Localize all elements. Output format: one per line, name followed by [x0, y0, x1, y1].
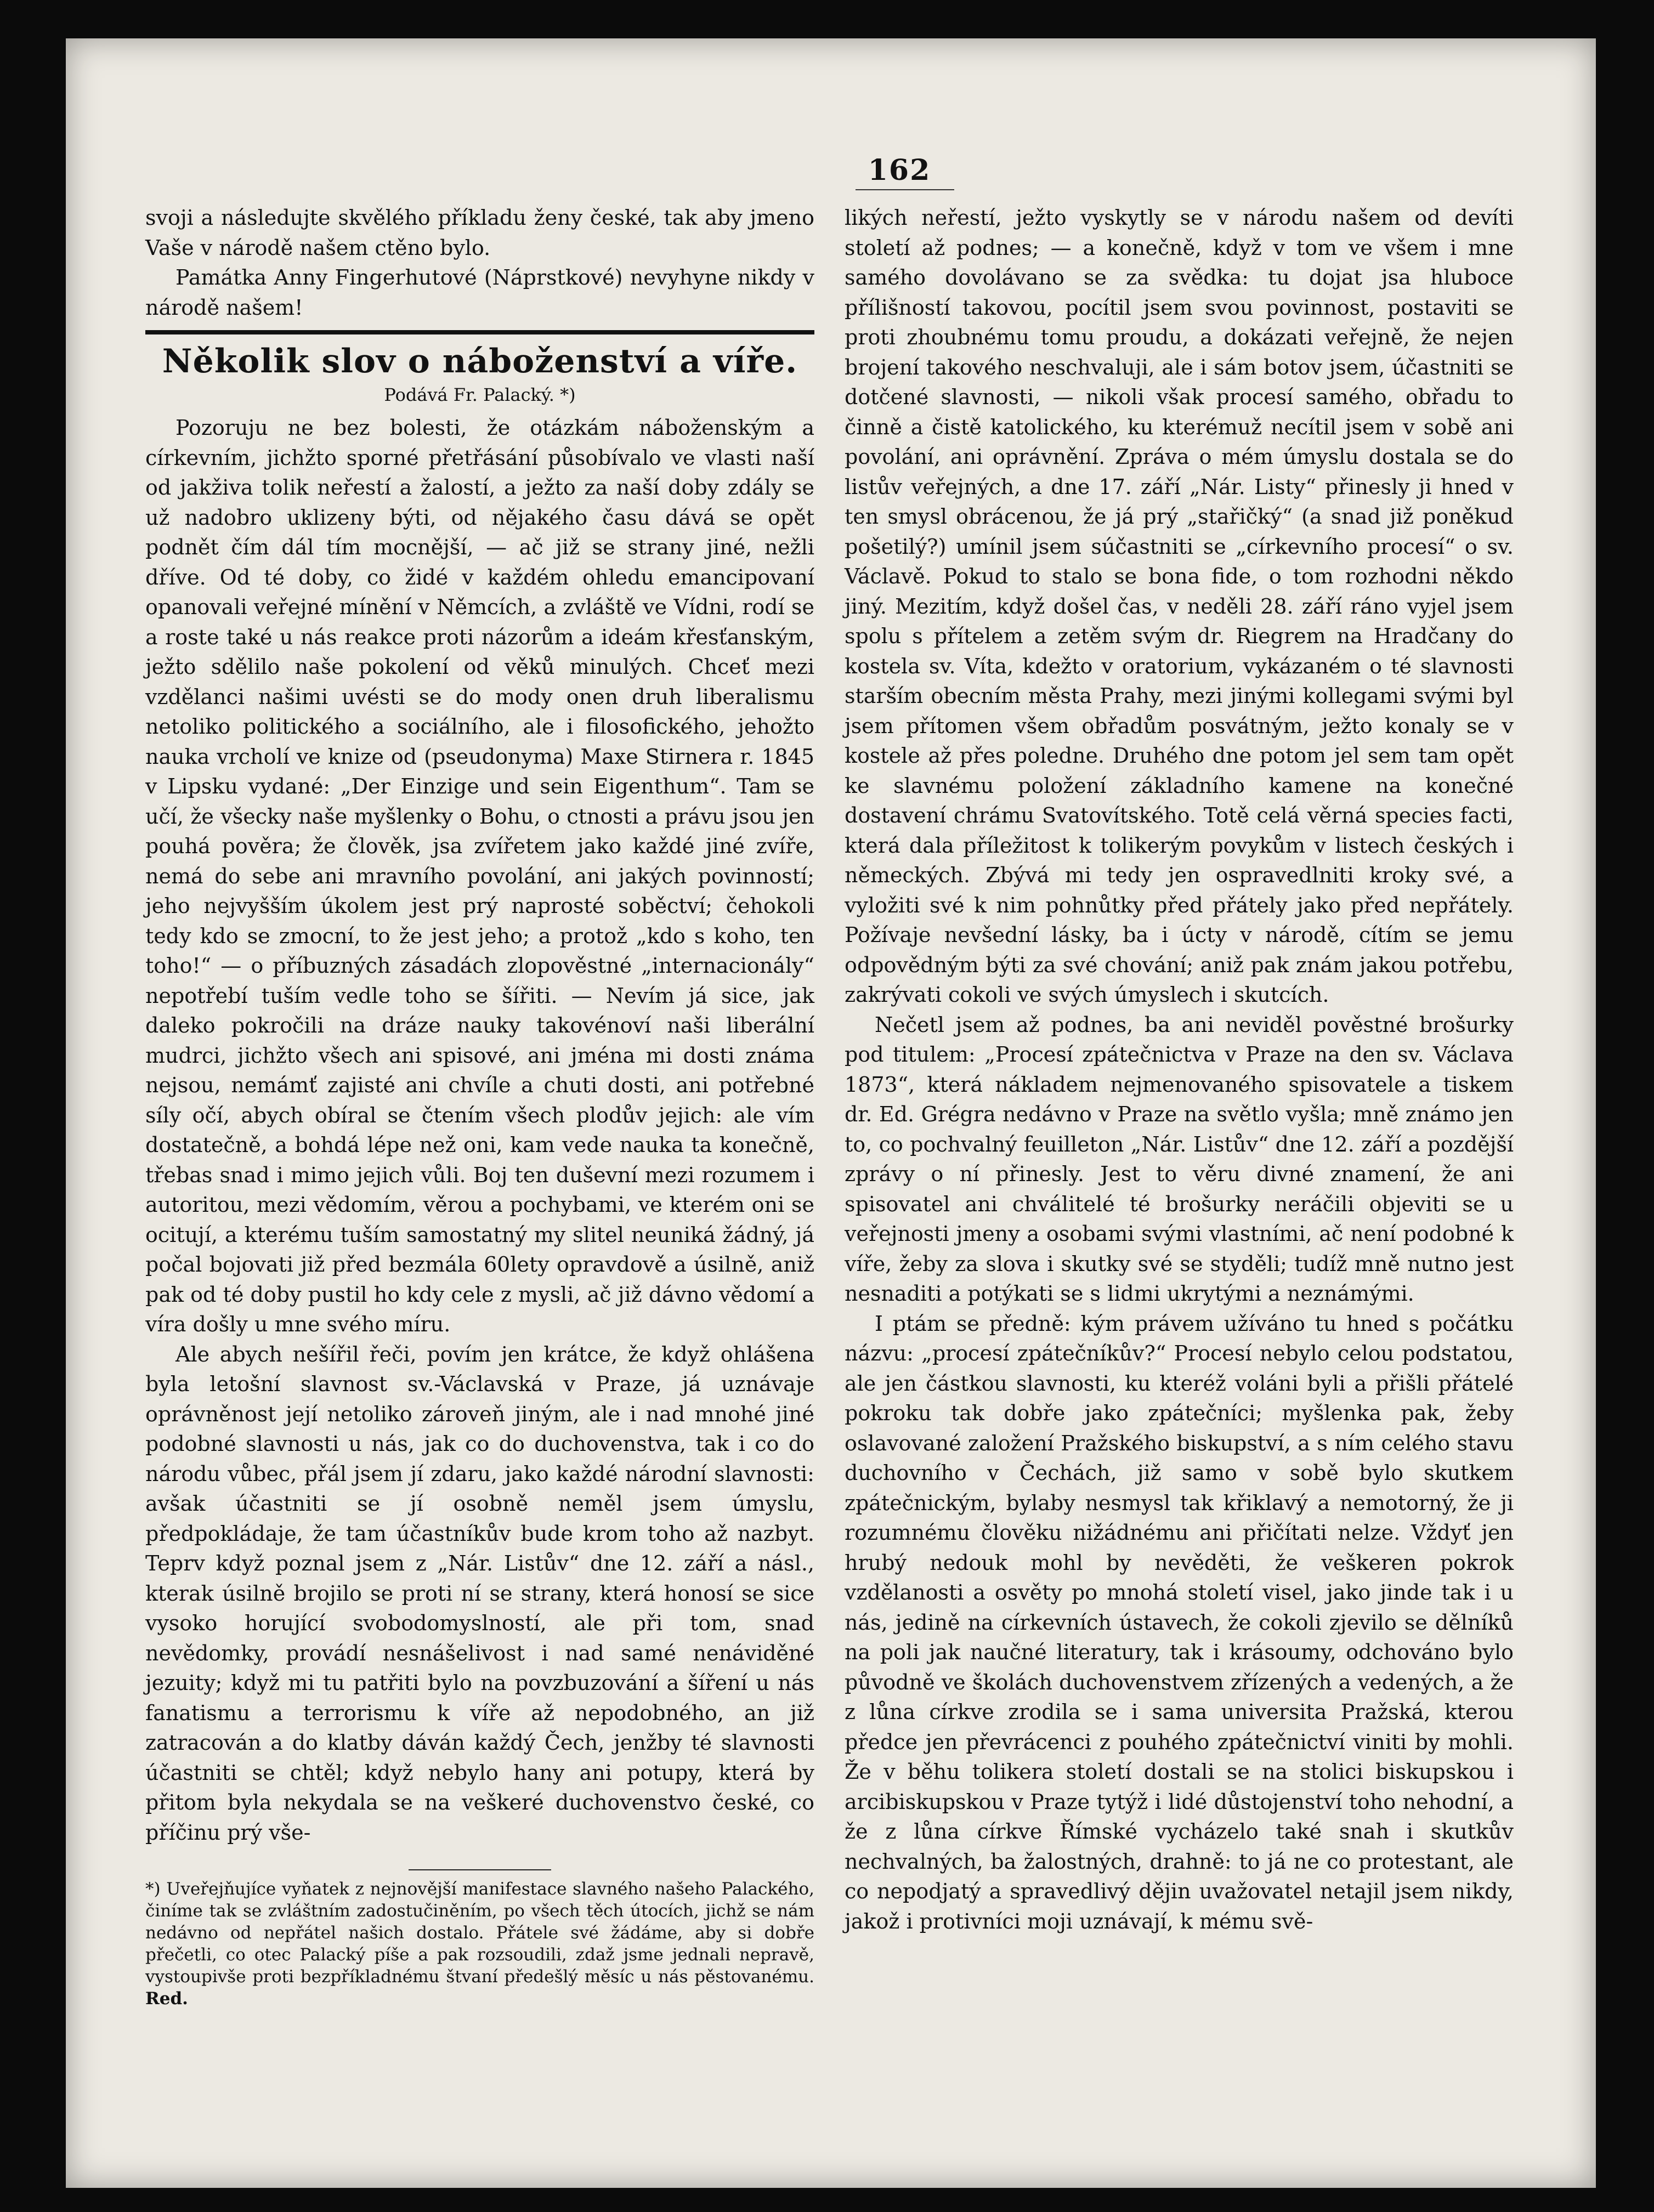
body-paragraph: likých neřestí, ježto vyskytly se v národu našem od devíti století až podnes; — a konečně, když v tom ve všem i mne samého dovolávano se za svědka: tu dojat jsa hluboce přílišností takovou, pocítil jsem svou povinnost, postaviti se proti zhoubnému tomu proudu, a dokázati veřejně, že nejen brojení takového neschvaluji, ale i sám botov jsem, účastniti se dotčené slavnosti, — nikoli však procesí samého, obřadu to činně a čistě katolického, ku kterémuž necítil jsem v sobě ani povolání, ani oprávnění. Zpráva o mém úmyslu dostala se do listův veřejných, a dne 17. září „Nár. Listy“ přinesly ji hned v ten smysl obrácenou, že já prý „stařičký“ (a snad již poněkud pošetilý?) umínil jsem súčastniti se „církevního procesí“ o sv. Václavě. Pokud to stalo se bona fide, o tom rozhodni někdo jiný. Mezitím, když došel čas, v neděli 28. září ráno vyjel jsem spolu s přítelem a zetěm svým dr. Riegrem na Hradčany do kostela sv. Víta, kdežto v oratorium, vykázaném o té slavnosti starším obecním města Prahy, mezi jinými kollegami svými byl jsem přítomen všem obřadům posvátným, ježto konaly se v kostele až přes poledne. Druhého dne potom jel sem tam opět ke slavnému položení základního kamene na konečné dostavení chrámu Svatovítského. Totě celá věrná species facti, která dala příležitost k tolikerým povykům v listech českých i německých. Zbývá mi tedy jen ospravedlniti kroky své, a vyložiti své k nim pohnůtky před přátely jako před nepřátely. Požívaje nevšední lásky, ba i úcty v národě, cítím se jemu odpovědným býti za své chování; aniž pak znám jakou potřebu, zakrývati cokoli ve svých úmyslech i skutcích.	[845, 206, 1514, 1007]
article-byline: Podává Fr. Palacký. *)	[384, 384, 576, 405]
footnote-sign: Red.	[145, 1989, 188, 2009]
right-column	[845, 203, 1514, 1936]
body-paragraph: Nečetl jsem až podnes, ba ani neviděl pověstné brošurky pod titulem: „Procesí zpátečnictva v Praze na den sv. Václava 1873“, která nákladem nejmenovaného spisovatele a tiskem dr. Ed. Grégra nedávno v Praze na světlo vyšla; mně známo jen to, co pochvalný feuilleton „Nár. Listův“ dne 12. září a pozdější zprávy o ní přinesly. Jest to věru divné znamení, že ani spisovatel ani chválitelé té brošurky neráčili objeviti se u veřejnosti jmeny a osobami svými vlastními, ač není podobné k víře, žeby za slova i skutky své se styděli; tudíž mně nutno jest nesnaditi a potýkati se s lidmi ukrytými a neznámými.	[845, 1012, 1514, 1306]
newspaper-page	[66, 38, 1596, 2188]
page-number-rule	[856, 189, 954, 190]
footnote-text: *) Uveřejňujíce vyňatek z nejnovější manifestace slavného našeho Palackého, činíme tak se zvláštním zadostučiněním, po všech těch útocích, jichž se nám nedávno od nepřátel našich dostalo. Přátele své žádáme, aby si dobře přečetli, co otec Palacký píše a pak rozsoudili, zdaž jsme jednali nepravě, vystoupivše proti bezpříkladnému štvaní předešlý měsíc u nás pěstovanému.	[145, 1879, 814, 1987]
article-title: Několik slov o náboženství a víře.	[162, 342, 798, 381]
footnote-divider	[409, 1869, 551, 1870]
left-column	[145, 203, 814, 2010]
footnote	[145, 1878, 814, 2010]
section-divider	[145, 330, 814, 334]
page-number: 162	[868, 154, 931, 187]
intro-paragraph: Památka Anny Fingerhutové (Náprstkové) nevyhyne nikdy v národě našem!	[145, 265, 814, 320]
body-paragraph: I ptám se předně: kým právem užíváno tu hned s počátku názvu: „procesí zpátečníkův?“ Procesí nebylo celou podstatou, ale jen částkou slavnosti, ku kteréž voláni byli a přišli přátelé pokroku tak dobře jako zpátečníci; myšlenka pak, žeby oslavované založení Pražského biskupství, a s ním celého stavu duchovního v Čechách, již samo v sobě bylo skutkem zpátečnickým, bylaby nesmysl tak křiklavý a nemotorný, že ji rozumnému člověku nižádnému ani přičítati nelze. Vždyť jen hrubý nedouk mohl by nevěděti, že veškeren pokrok vzdělanosti a osvěty po mnohá století visel, jako jinde tak i u nás, jedině na církevních ústavech, že cokoli zjevilo se dělníků na poli jak naučné literatury, tak i krásoumy, odchováno bylo původně ve školách duchovenstvem zřízených a vedených, a že z lůna církve zrodila se i sama universita Pražská, kterou předce jen převrácenci z pouhého zpátečnictví viniti by mohli. Že v běhu tolikera století dostali se na stolici biskupskou i arcibiskupskou v Praze tytýž i lidé důstojenství toho nehodní, a že z lůna církve Římské vycházelo také snah i skutkův nechvalných, ba žalostných, drahně: to já ne co protestant, ale co nepodjatý a spravedlivý dějin uvažovatel netajil jsem nikdy, jakož i protivníci moji uznávají, k mému svě-	[845, 1311, 1514, 1933]
intro-paragraph: svoji a následujte skvělého příkladu ženy české, tak aby jmeno Vaše v národě našem ctěno bylo.	[145, 206, 814, 260]
body-paragraph: Ale abych nešířil řeči, povím jen krátce, že když ohlášena byla letošní slavnost sv.-Václavská v Praze, já uznávaje oprávněnost její netoliko zároveň jiným, ale i nad mnohé jiné podobné slavnosti u nás, jak co do duchovenstva, tak i co do národu vůbec, přál jsem jí zdaru, jako každé národní slavnosti: avšak účastniti se jí osobně neměl jsem úmyslu, předpokládaje, že tam účastníkův bude krom toho až nazbyt. Teprv když poznal jsem z „Nár. Listův“ dne 12. září a násl., kterak úsilně brojilo se proti ní se strany, která honosí se sice vysoko horující svobodomyslností, ale při tom, snad nevědomky, provádí nesnášelivost i nad samé nenáviděné jezuity; když mi tu patřiti bylo na povzbuzování a šíření u nás fanatismu a terrorismu k víře až nepodobného, an již zatracován a do klatby dáván každý Čech, jenžby té slavnosti účastniti se chtěl; když nebylo hany ani potupy, která by přitom byla nekydala se na veškeré duchovenstvo české, co příčinu prý vše-	[145, 1342, 814, 1845]
body-paragraph: Pozoruju ne bez bolesti, že otázkám náboženským a církevním, jichžto sporné přetřásání působívalo ve vlasti naší od jakživa tolik neřestí a žalostí, a ježto za naší doby zdály se už nadobro uklizeny býti, od nějakého času dává se opět podnět čím dál tím mocnější, — ač již se strany jiné, nežli dříve. Od té doby, co židé v každém ohledu emancipovaní opanovali veřejné mínění v Němcích, a zvláště ve Vídni, rodí se a roste také u nás reakce proti názorům a ideám křesťanským, ježto sdělilo naše pokolení od věků minulých. Chceť mezi vzdělanci našimi uvésti se do mody onen druh liberalismu netoliko politického a sociálního, ale i filosofického, jehožto nauka vrcholí ve knize od (pseudonyma) Maxe Stirnera r. 1845 v Lipsku vydané: „Der Einzige und sein Eigenthum“. Tam se učí, že všecky naše myšlenky o Bohu, o ctnosti a právu jsou jen pouhá pověra; že člověk, jsa zvířetem jako každé jiné zvíře, nemá do sebe ani mravního povolání, ani jakých povinností; jeho nejvyšším úkolem jest prý naprosté soběctví; čehokoli tedy kdo se zmocní, to že jest jeho; a protož „kdo s koho, ten toho!“ — o příbuzných zásadách zlopověstné „internacionály“ nepotřebí tuším vedle toho se šířiti. — Nevím já sice, jak daleko pokročili na dráze nauky takovénoví naši liberální mudrci, jichžto všech ani spisové, ani jména mi dosti známa nejsou, nemámť zajisté ani chvíle a chuti dosti, ani potřebné síly očí, abych obíral se čtením všech plodův jejich: ale vím dostatečně, a bohdá lépe než oni, kam vede nauka ta konečně, třebas snad i mimo jejich vůli. Boj ten duševní mezi rozumem i autoritou, mezi vědomím, věrou a pochybami, ve kterém oni se ocitují, a kterému tuším samostatný my slitel neuniká žádný, já počal bojovati již před bezmála 60lety opravdově a úsilně, aniž pak od té doby pustil ho kdy cele z mysli, ač již dávno vědomí a víra došly u mne svého míru.	[145, 416, 814, 1336]
